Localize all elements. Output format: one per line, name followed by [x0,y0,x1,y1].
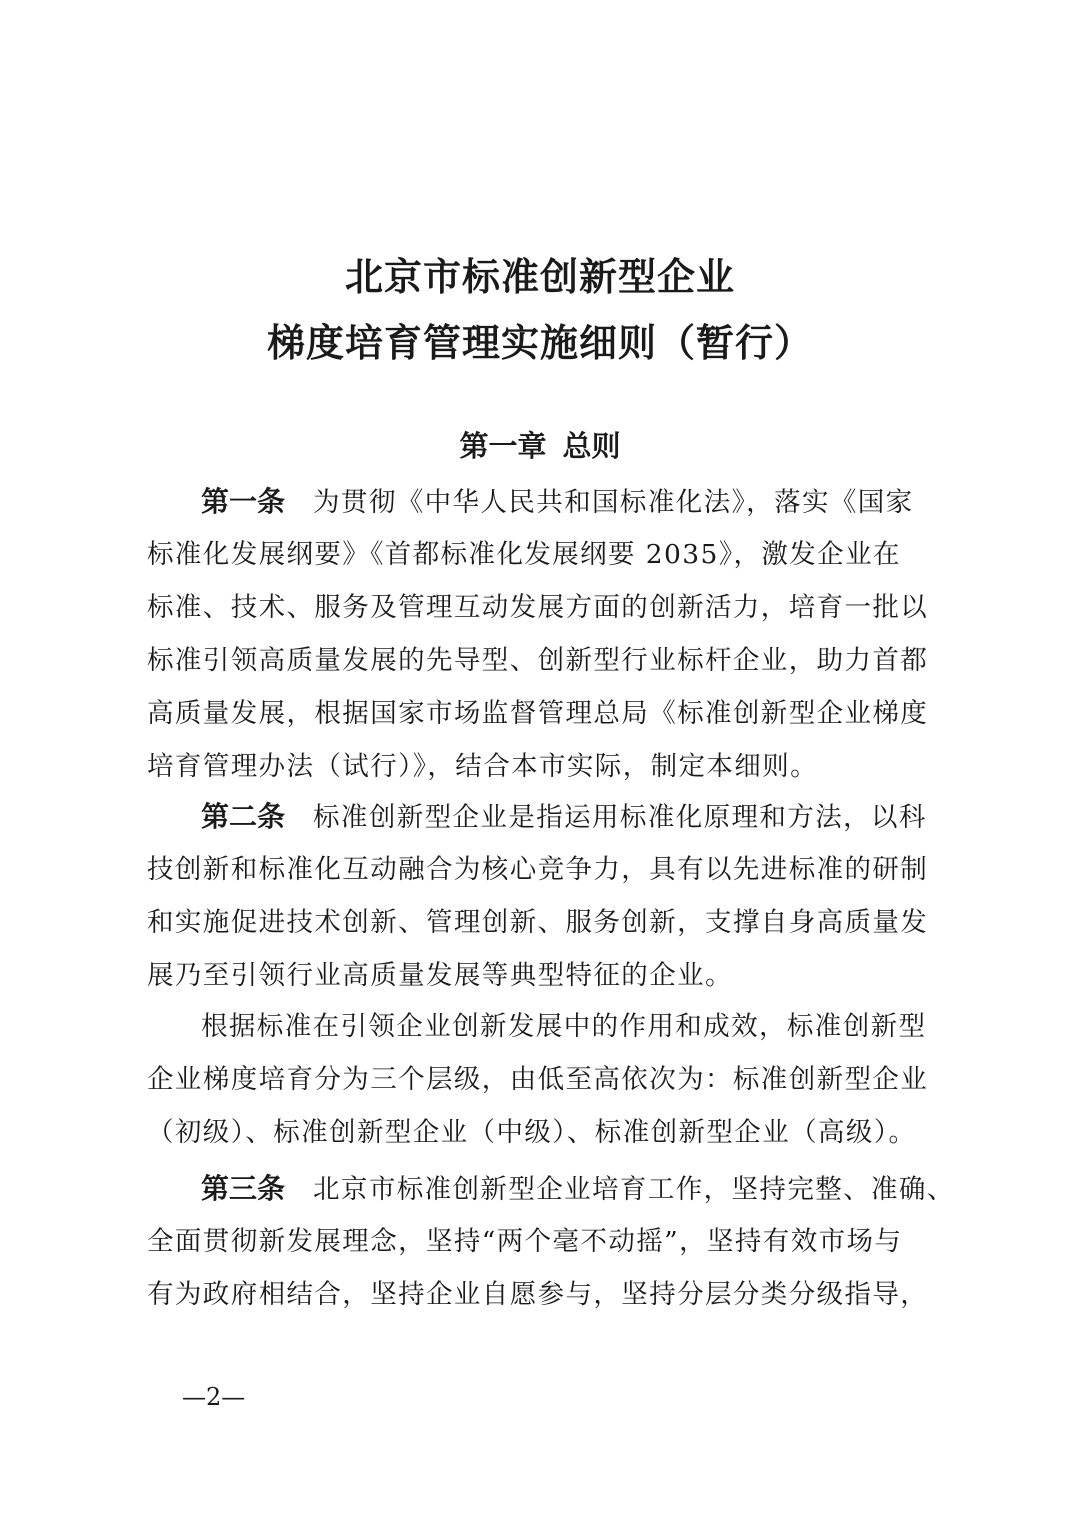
article-2-paragraph-2 [147,1000,947,1159]
article-3-line: 第三条 北京市标准创新型企业培育工作，坚持完整、准确、 [201,1172,955,1205]
article-1-line: 培育管理办法（试行）》，结合本市实际，制定本细则。 [147,751,818,782]
article-2-para2-line: 企业梯度培育分为三个层级，由低至高依次为：标准创新型企业 [147,1064,929,1095]
article-1 [147,475,947,793]
article-2-label: 第二条 [201,800,286,833]
article-1-line: 标准、技术、服务及管理互动发展方面的创新活力，培育一批以 [147,592,929,623]
page-number: —2— [182,1383,246,1411]
article-3-line: 全面贯彻新发展理念，坚持“两个毫不动摇”，坚持有效市场与 [147,1226,903,1257]
article-1-label: 第一条 [201,485,286,518]
document-title-line1: 北京市标准创新型企业 [344,255,735,299]
article-2-line: 展乃至引领行业高质量发展等典型特征的企业。 [147,960,733,991]
chapter-name: 总则 [562,429,621,463]
article-3-label: 第三条 [201,1172,286,1205]
chapter-heading [0,429,1080,463]
chapter-number: 第一章 [459,429,547,463]
article-1-line: 标准引领高质量发展的先导型、创新型行业标杆企业，助力首都 [147,645,929,676]
article-2-para2-line: 根据标准在引领企业创新发展中的作用和成效，标准创新型 [201,1011,927,1042]
article-2-line: 和实施促进技术创新、管理创新、服务创新，支撑自身高质量发 [147,907,929,938]
article-2 [147,790,947,1002]
article-1-line: 第一条 为贯彻《中华人民共和国标准化法》，落实《国家 [201,485,914,518]
article-3 [147,1162,955,1321]
article-3-line: 有为政府相结合，坚持企业自愿参与，坚持分层分类分级指导， [147,1279,929,1310]
document-title-line2: 梯度培育管理实施细则（暂行） [266,321,813,365]
article-1-line: 标准化发展纲要》《首都标准化发展纲要 2035》，激发企业在 [147,539,901,570]
article-2-line: 技创新和标准化互动融合为核心竞争力，具有以先进标准的研制 [147,854,929,885]
article-1-line: 高质量发展，根据国家市场监督管理总局《标准创新型企业梯度 [147,698,929,729]
article-2-line: 第二条 标准创新型企业是指运用标准化原理和方法，以科 [201,800,927,833]
article-2-para2-line: （初级）、标准创新型企业（中级）、标准创新型企业（高级）。 [147,1117,917,1148]
